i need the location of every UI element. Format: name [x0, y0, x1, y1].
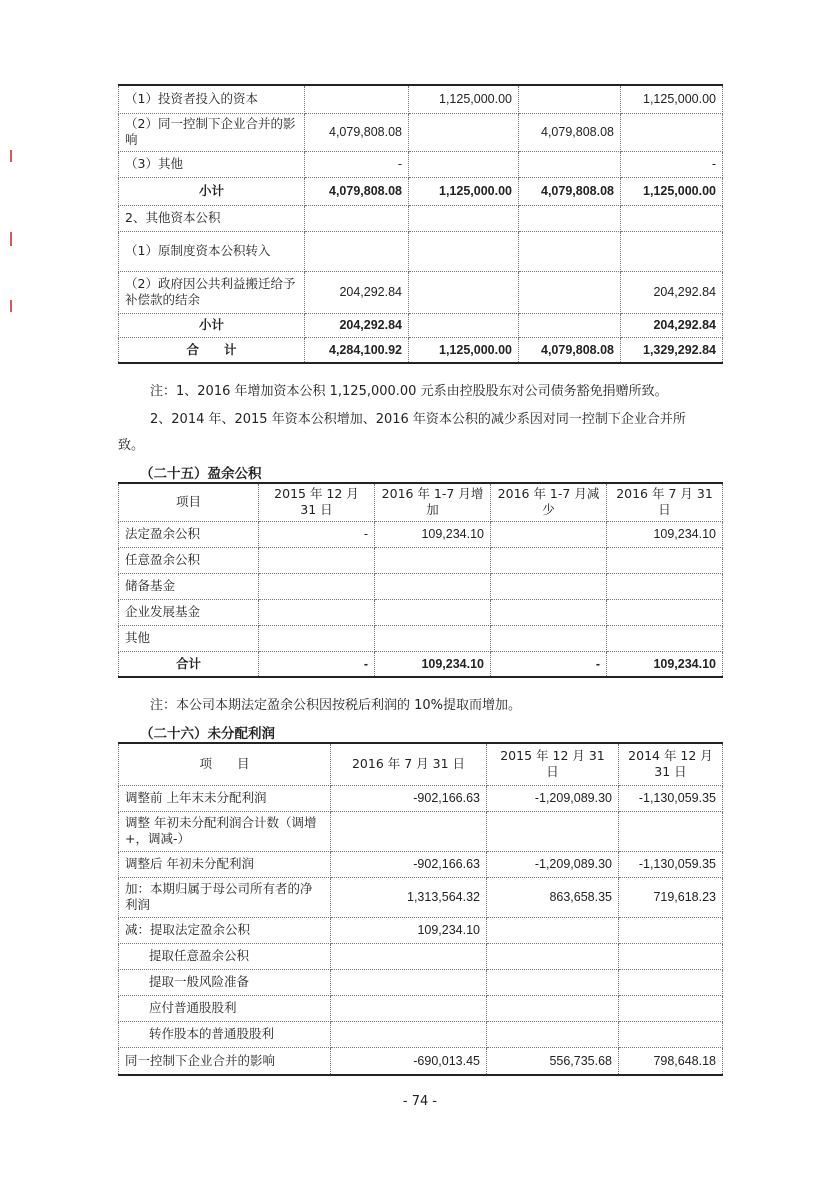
table-row: 调整 年初未分配利润合计数（调增+，调减-） — [119, 811, 723, 851]
binding-mark — [10, 150, 12, 162]
table-row: （3）其他 - - — [119, 151, 723, 177]
table-row: （2）同一控制下企业合并的影响 4,079,808.08 4,079,808.08 — [119, 113, 723, 151]
table-row: 小计 4,079,808.08 1,125,000.00 4,079,808.08 1,125,000.00 — [119, 177, 723, 205]
table-row: 应付普通股股利 — [119, 995, 723, 1021]
table-header-row: 项目 2015 年 12 月 31 日 2016 年 1-7 月增加 2016 年 1-7 月减少 2016 年 7 月 31 日 — [119, 483, 723, 521]
table-header-row: 项 目 2016 年 7 月 31 日 2015 年 12 月 31 日 2014 年 12 月 31 日 — [119, 743, 723, 785]
table-row: 2、其他资本公积 — [119, 205, 723, 231]
binding-mark — [10, 300, 12, 312]
note-line: 2、2014 年、2015 年资本公积增加、2016 年资本公积的减少系因对同一控制下企业合并所 — [150, 412, 686, 427]
table-row: 调整后 年初未分配利润 -902,166.63 -1,209,089.30 -1,130,059.35 — [119, 851, 723, 877]
table-row: 提取任意盈余公积 — [119, 943, 723, 969]
capital-reserve-table — [118, 84, 723, 364]
table-row: 小计 204,292.84 204,292.84 — [119, 313, 723, 337]
page-number: - 74 - — [402, 1094, 438, 1109]
binding-mark — [10, 232, 12, 246]
undistributed-profit-table — [118, 742, 723, 1076]
table-row: 调整前 上年末未分配利润 -902,166.63 -1,209,089.30 -1,130,059.35 — [119, 785, 723, 811]
section-title: （二十六）未分配利润 — [140, 726, 275, 742]
table-row: 合 计 4,284,100.92 1,125,000.00 4,079,808.08 1,329,292.84 — [119, 337, 723, 363]
table-row: 同一控制下企业合并的影响 -690,013.45 556,735.68 798,648.18 — [119, 1047, 723, 1075]
note-line: 注：1、2016 年增加资本公积 1,125,000.00 元系由控股股东对公司债务豁免捐赠所致。 — [150, 384, 668, 399]
table-row: 法定盈余公积 - 109,234.10 109,234.10 — [119, 521, 723, 547]
surplus-reserve-table — [118, 482, 723, 678]
table-row: 其他 — [119, 625, 723, 651]
section-title: （二十五）盈余公积 — [140, 466, 262, 482]
table-row: （1）原制度资本公积转入 — [119, 231, 723, 271]
table-row: 储备基金 — [119, 573, 723, 599]
table-row: 提取一般风险准备 — [119, 969, 723, 995]
table-row: （2）政府因公共利益搬迁给予补偿款的结余 204,292.84 204,292.84 — [119, 271, 723, 313]
table-row: （1）投资者投入的资本 1,125,000.00 1,125,000.00 — [119, 85, 723, 113]
table-row: 加：本期归属于母公司所有者的净利润 1,313,564.32 863,658.35 719,618.23 — [119, 877, 723, 917]
table-row: 合计 - 109,234.10 - 109,234.10 — [119, 651, 723, 677]
table-row: 减：提取法定盈余公积 109,234.10 — [119, 917, 723, 943]
table-row: 任意盈余公积 — [119, 547, 723, 573]
note-line: 致。 — [118, 438, 145, 453]
note-line: 注：本公司本期法定盈余公积因按税后利润的 10%提取而增加。 — [150, 698, 522, 713]
table-row: 转作股本的普通股股利 — [119, 1021, 723, 1047]
table-row: 企业发展基金 — [119, 599, 723, 625]
